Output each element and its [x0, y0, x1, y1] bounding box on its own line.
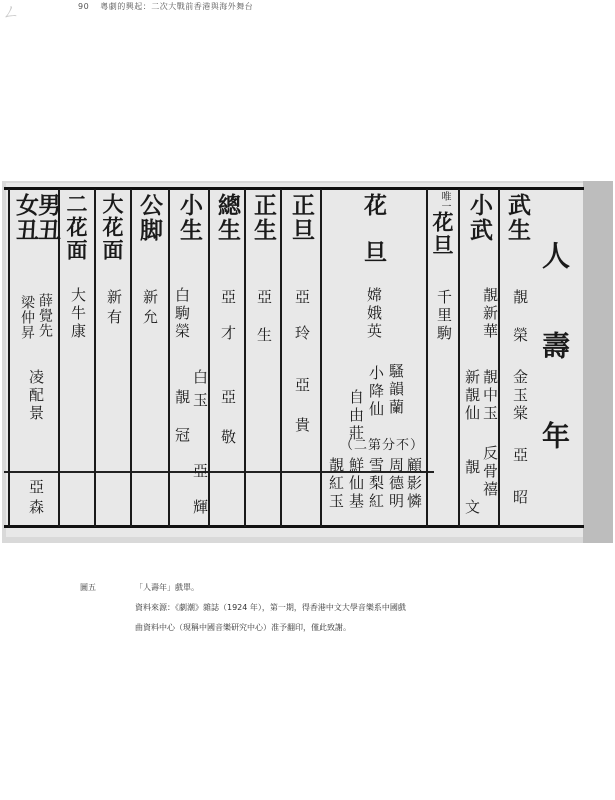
name-line: 亞: [219, 389, 237, 407]
name-line: 有: [105, 309, 123, 327]
name-line: 亞: [293, 289, 311, 307]
name-line: 輝: [191, 499, 209, 517]
name-line: 亞: [293, 377, 311, 395]
name-line: 騷韻蘭: [387, 363, 405, 417]
name-line: 亞: [27, 479, 45, 497]
name-line: 靚中玉: [481, 369, 499, 423]
name-line: 玲: [293, 325, 311, 343]
role-gongjiao: 公脚: [136, 193, 163, 243]
name-line: 冠: [173, 427, 191, 445]
name-line: 新: [141, 289, 159, 307]
name-line: 亞: [511, 447, 529, 465]
caption-body: [135, 578, 515, 638]
column-chou: [8, 189, 60, 527]
name-line: 景: [27, 405, 45, 423]
name-line: 榮: [511, 327, 529, 345]
name-line: 昭: [511, 489, 529, 507]
name-line: 文: [463, 499, 481, 517]
name-line: 配: [27, 387, 45, 405]
name-line: 大牛康: [69, 287, 87, 341]
name-line: 敬: [219, 429, 237, 447]
name-line: 梁仲昇: [19, 295, 35, 340]
scan-edge: [583, 181, 613, 543]
name-line: 凌: [27, 369, 45, 387]
name-line: 金玉棠: [511, 369, 529, 423]
column-zhengdan: [280, 189, 322, 527]
name-line: 新靚仙: [463, 369, 481, 423]
column-huadan: [320, 189, 428, 527]
name-line: 新: [105, 289, 123, 307]
name-line: 嫦娥英: [365, 287, 383, 341]
column-weiyi-huadan: [426, 189, 460, 527]
caption-line: 曲資料中心（現稱中國音樂研究中心）准予翻印，僅此致謝。: [135, 623, 351, 632]
name-line: 森: [27, 499, 45, 517]
name-line: 小降仙: [367, 365, 385, 419]
role-nanchou: 男丑: [34, 193, 61, 243]
margin-mark: ㄥ: [2, 2, 20, 23]
name-line: 靚: [511, 289, 529, 307]
column-zongsheng: [208, 189, 246, 527]
name-line: 亞: [191, 463, 209, 481]
role-huadan: 花旦: [360, 193, 387, 287]
name-line: 允: [141, 309, 159, 327]
column-xiaowu: [458, 189, 500, 527]
name-line: 反骨禧: [481, 445, 499, 499]
role-zhengsheng: 正生: [250, 193, 277, 243]
name-line: 才: [219, 325, 237, 343]
name-line: 白玉: [191, 369, 209, 415]
column-dahuamian: [94, 189, 132, 527]
name-line: 靚: [463, 459, 481, 477]
troupe-name: 人壽年: [538, 241, 571, 511]
role-prefix: 唯一: [439, 191, 450, 211]
name-line: 亞: [255, 289, 273, 307]
name-line: 生: [255, 327, 273, 345]
name-line: 靚新華: [481, 287, 499, 341]
column-gongjiao: [130, 189, 170, 527]
running-head: [78, 1, 253, 12]
role-xiaowu: 小武: [466, 193, 493, 243]
column-erhuamian: [58, 189, 96, 527]
name-line: 薛覺先: [37, 293, 53, 338]
name-line: 顧影憐: [405, 457, 423, 511]
role-zongsheng: 總生: [214, 193, 241, 243]
role-erhuamian: 二花面: [64, 193, 89, 262]
column-xiaosheng: [168, 189, 210, 527]
name-line: 亞: [219, 289, 237, 307]
figure-label: 圖五: [80, 583, 96, 592]
column-wusheng: [498, 189, 538, 527]
name-line: 白駒榮: [173, 287, 191, 341]
role-xiaosheng: 小生: [176, 193, 203, 243]
role-zhengdan: 正旦: [288, 193, 315, 243]
name-line: 千里駒: [435, 289, 453, 343]
name-line: 靚: [173, 389, 191, 407]
caption-line: 資料來源：《劇潮》雜誌（1924 年），第一期，得香港中文大學音樂系中國戲: [135, 603, 406, 612]
name-line: 靚紅玉: [327, 457, 345, 511]
huadan-note: （二第分不）: [340, 438, 425, 453]
name-line: 自由莊: [347, 389, 365, 443]
caption-line: 「人壽年」戲單。: [135, 583, 199, 592]
role-dahuamian: 大花面: [100, 193, 125, 262]
role-weiyi-huadan: 花旦: [430, 211, 455, 257]
name-line: 鮮仙基: [347, 457, 365, 511]
page-number: 90: [78, 2, 90, 11]
name-line: 周德明: [387, 457, 405, 511]
name-line: 雪梨紅: [367, 457, 385, 511]
name-line: 貴: [293, 417, 311, 435]
playbill-scan: [2, 181, 613, 543]
running-title: 粵劇的興起：二次大戰前香港與海外舞台: [100, 2, 254, 11]
role-nvchou: 女丑: [12, 193, 39, 243]
column-zhengsheng: [244, 189, 282, 527]
role-wusheng: 武生: [504, 193, 531, 243]
